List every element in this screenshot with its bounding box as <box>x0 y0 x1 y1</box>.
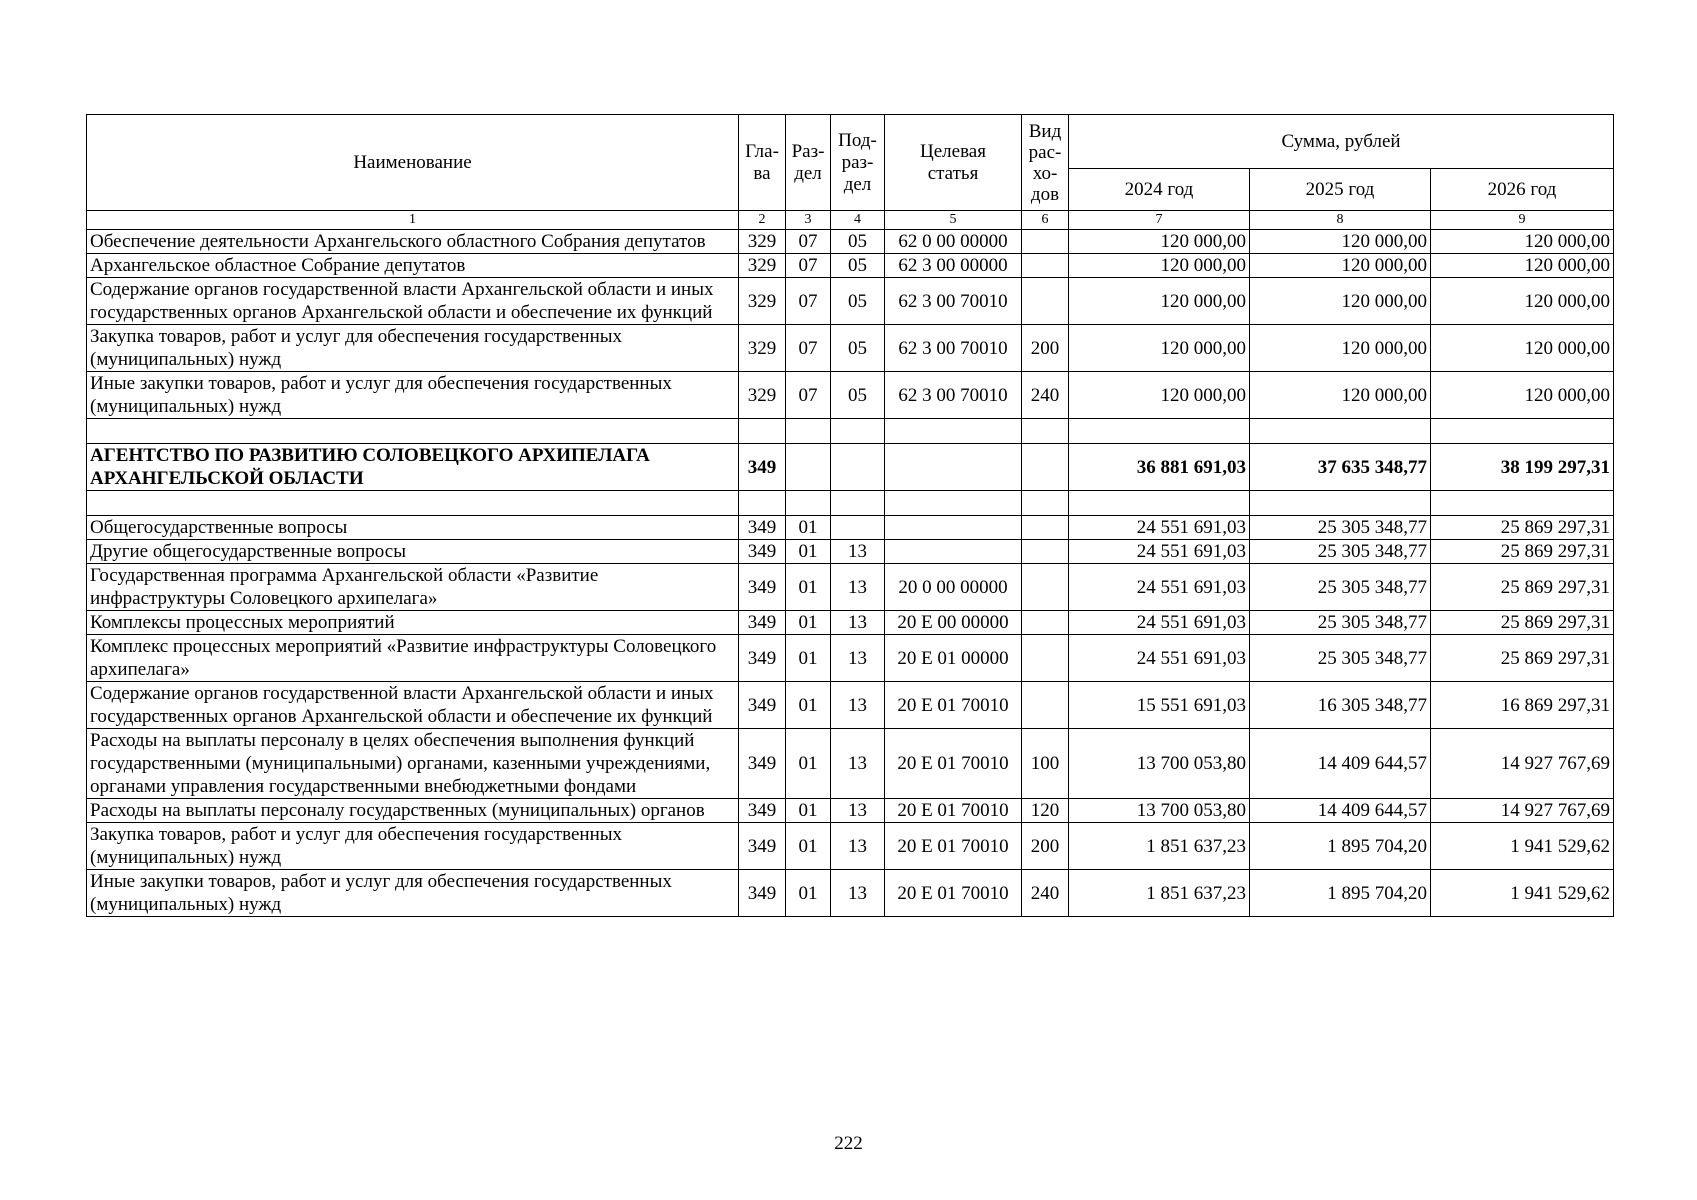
row-glava-cell: 349 <box>739 729 786 799</box>
row-amount-2025-cell: 25 305 348,77 <box>1250 564 1431 611</box>
row-razdel-cell: 01 <box>786 611 831 635</box>
table-row <box>87 230 1614 254</box>
row-vid-rashodov-cell <box>1022 278 1069 325</box>
row-razdel-cell: 01 <box>786 540 831 564</box>
row-amount-2025-cell: 120 000,00 <box>1250 230 1431 254</box>
row-glava-cell: 349 <box>739 799 786 823</box>
row-name-cell: Государственная программа Архангельской области «Развитие инфраструктуры Соловецкого архипелага» <box>87 564 739 611</box>
row-celevaya-statya-cell: 62 0 00 00000 <box>885 230 1022 254</box>
row-podrazdel-cell <box>831 516 885 540</box>
row-celevaya-statya-cell: 20 0 00 00000 <box>885 564 1022 611</box>
row-razdel-cell: 01 <box>786 799 831 823</box>
row-amount-2024-cell: 120 000,00 <box>1069 325 1250 372</box>
row-razdel-cell: 07 <box>786 230 831 254</box>
row-podrazdel-cell: 13 <box>831 799 885 823</box>
row-razdel-cell: 01 <box>786 564 831 611</box>
table-row <box>87 254 1614 278</box>
row-podrazdel-cell: 13 <box>831 564 885 611</box>
row-amount-2026-cell: 120 000,00 <box>1431 254 1614 278</box>
header-glava: Гла- ва <box>739 115 786 211</box>
row-razdel-cell: 07 <box>786 278 831 325</box>
table-row <box>87 540 1614 564</box>
row-celevaya-statya-cell: 20 Е 01 70010 <box>885 870 1022 917</box>
row-celevaya-statya-cell: 20 Е 00 00000 <box>885 611 1022 635</box>
row-name-cell: Другие общегосударственные вопросы <box>87 540 739 564</box>
header-year-2026: 2026 год <box>1431 169 1614 211</box>
row-name-cell: Закупка товаров, работ и услуг для обеспечения государственных (муниципальных) нужд <box>87 823 739 870</box>
row-podrazdel-cell: 13 <box>831 870 885 917</box>
row-amount-2024-cell: 120 000,00 <box>1069 254 1250 278</box>
table-row <box>87 635 1614 682</box>
column-number: 2 <box>739 211 786 230</box>
table-row <box>87 372 1614 419</box>
row-razdel-cell: 07 <box>786 254 831 278</box>
blank-row <box>87 491 1614 516</box>
table-row <box>87 611 1614 635</box>
empty-cell <box>739 419 786 444</box>
row-amount-2024-cell: 13 700 053,80 <box>1069 799 1250 823</box>
empty-cell <box>1069 419 1250 444</box>
page-number: 222 <box>834 1133 863 1154</box>
row-amount-2025-cell: 37 635 348,77 <box>1250 444 1431 491</box>
empty-cell <box>1431 419 1614 444</box>
row-vid-rashodov-cell: 100 <box>1022 729 1069 799</box>
column-numbers-row <box>87 211 1614 230</box>
row-amount-2025-cell: 16 305 348,77 <box>1250 682 1431 729</box>
row-podrazdel-cell: 13 <box>831 729 885 799</box>
header-year-2024: 2024 год <box>1069 169 1250 211</box>
row-glava-cell: 349 <box>739 611 786 635</box>
row-podrazdel-cell: 13 <box>831 823 885 870</box>
header-name: Наименование <box>87 115 739 211</box>
empty-cell <box>885 491 1022 516</box>
table-row <box>87 516 1614 540</box>
row-amount-2025-cell: 14 409 644,57 <box>1250 799 1431 823</box>
empty-cell <box>1250 419 1431 444</box>
column-number: 5 <box>885 211 1022 230</box>
row-glava-cell: 349 <box>739 635 786 682</box>
row-glava-cell: 329 <box>739 325 786 372</box>
row-glava-cell: 349 <box>739 444 786 491</box>
row-amount-2026-cell: 120 000,00 <box>1431 372 1614 419</box>
row-amount-2026-cell: 25 869 297,31 <box>1431 540 1614 564</box>
row-celevaya-statya-cell: 20 Е 01 70010 <box>885 682 1022 729</box>
empty-cell <box>831 491 885 516</box>
row-vid-rashodov-cell: 240 <box>1022 870 1069 917</box>
row-celevaya-statya-cell: 62 3 00 70010 <box>885 325 1022 372</box>
row-name-cell: Общегосударственные вопросы <box>87 516 739 540</box>
row-amount-2026-cell: 16 869 297,31 <box>1431 682 1614 729</box>
row-name-cell: Обеспечение деятельности Архангельского областного Собрания депутатов <box>87 230 739 254</box>
empty-cell <box>786 491 831 516</box>
row-glava-cell: 349 <box>739 823 786 870</box>
row-podrazdel-cell <box>831 444 885 491</box>
row-amount-2026-cell: 25 869 297,31 <box>1431 635 1614 682</box>
row-razdel-cell: 01 <box>786 870 831 917</box>
table-row <box>87 799 1614 823</box>
row-podrazdel-cell: 05 <box>831 372 885 419</box>
row-amount-2025-cell: 120 000,00 <box>1250 325 1431 372</box>
row-amount-2025-cell: 1 895 704,20 <box>1250 823 1431 870</box>
row-name-cell: Закупка товаров, работ и услуг для обеспечения государственных (муниципальных) нужд <box>87 325 739 372</box>
row-celevaya-statya-cell <box>885 444 1022 491</box>
row-amount-2024-cell: 24 551 691,03 <box>1069 635 1250 682</box>
row-razdel-cell: 01 <box>786 682 831 729</box>
row-amount-2026-cell: 38 199 297,31 <box>1431 444 1614 491</box>
row-podrazdel-cell: 13 <box>831 540 885 564</box>
row-razdel-cell: 07 <box>786 372 831 419</box>
empty-cell <box>739 491 786 516</box>
row-name-cell: Содержание органов государственной власти Архангельской области и иных государственных органов Архангельской области и обеспечение их функций <box>87 278 739 325</box>
row-podrazdel-cell: 05 <box>831 278 885 325</box>
blank-row <box>87 419 1614 444</box>
row-vid-rashodov-cell <box>1022 444 1069 491</box>
row-celevaya-statya-cell: 20 Е 01 70010 <box>885 729 1022 799</box>
row-podrazdel-cell: 13 <box>831 635 885 682</box>
row-razdel-cell: 01 <box>786 635 831 682</box>
empty-cell <box>87 491 739 516</box>
row-name-cell: Иные закупки товаров, работ и услуг для обеспечения государственных (муниципальных) нужд <box>87 870 739 917</box>
column-number: 3 <box>786 211 831 230</box>
row-amount-2025-cell: 25 305 348,77 <box>1250 635 1431 682</box>
row-amount-2025-cell: 25 305 348,77 <box>1250 540 1431 564</box>
row-vid-rashodov-cell: 240 <box>1022 372 1069 419</box>
row-name-cell: АГЕНТСТВО ПО РАЗВИТИЮ СОЛОВЕЦКОГО АРХИПЕЛАГА АРХАНГЕЛЬСКОЙ ОБЛАСТИ <box>87 444 739 491</box>
row-amount-2024-cell: 24 551 691,03 <box>1069 540 1250 564</box>
row-amount-2024-cell: 120 000,00 <box>1069 278 1250 325</box>
row-name-cell: Архангельское областное Собрание депутатов <box>87 254 739 278</box>
row-celevaya-statya-cell: 62 3 00 70010 <box>885 278 1022 325</box>
empty-cell <box>831 419 885 444</box>
row-amount-2024-cell: 1 851 637,23 <box>1069 870 1250 917</box>
row-celevaya-statya-cell: 62 3 00 70010 <box>885 372 1022 419</box>
header-summa: Сумма, рублей <box>1069 115 1614 169</box>
row-vid-rashodov-cell: 200 <box>1022 823 1069 870</box>
row-glava-cell: 349 <box>739 540 786 564</box>
row-vid-rashodov-cell <box>1022 682 1069 729</box>
row-amount-2025-cell: 120 000,00 <box>1250 254 1431 278</box>
row-amount-2025-cell: 1 895 704,20 <box>1250 870 1431 917</box>
row-podrazdel-cell: 05 <box>831 254 885 278</box>
row-glava-cell: 349 <box>739 682 786 729</box>
row-razdel-cell: 07 <box>786 325 831 372</box>
column-number: 1 <box>87 211 739 230</box>
row-celevaya-statya-cell: 62 3 00 00000 <box>885 254 1022 278</box>
row-glava-cell: 329 <box>739 278 786 325</box>
header-razdel: Раз- дел <box>786 115 831 211</box>
table-header <box>87 115 1614 230</box>
row-name-cell: Комплекс процессных мероприятий «Развитие инфраструктуры Соловецкого архипелага» <box>87 635 739 682</box>
row-razdel-cell <box>786 444 831 491</box>
row-vid-rashodov-cell <box>1022 564 1069 611</box>
row-glava-cell: 329 <box>739 254 786 278</box>
row-amount-2025-cell: 120 000,00 <box>1250 278 1431 325</box>
empty-cell <box>1022 491 1069 516</box>
header-celevaya-statya: Целевая статья <box>885 115 1022 211</box>
row-glava-cell: 329 <box>739 230 786 254</box>
row-amount-2026-cell: 120 000,00 <box>1431 278 1614 325</box>
row-amount-2026-cell: 120 000,00 <box>1431 325 1614 372</box>
empty-cell <box>1250 491 1431 516</box>
row-celevaya-statya-cell: 20 Е 01 70010 <box>885 799 1022 823</box>
row-amount-2024-cell: 24 551 691,03 <box>1069 564 1250 611</box>
row-podrazdel-cell: 13 <box>831 682 885 729</box>
row-name-cell: Комплексы процессных мероприятий <box>87 611 739 635</box>
row-vid-rashodov-cell <box>1022 611 1069 635</box>
header-year-2025: 2025 год <box>1250 169 1431 211</box>
table-row <box>87 564 1614 611</box>
empty-cell <box>1022 419 1069 444</box>
empty-cell <box>1069 491 1250 516</box>
row-amount-2024-cell: 15 551 691,03 <box>1069 682 1250 729</box>
table-row <box>87 729 1614 799</box>
row-amount-2026-cell: 25 869 297,31 <box>1431 516 1614 540</box>
row-podrazdel-cell: 05 <box>831 230 885 254</box>
row-glava-cell: 329 <box>739 372 786 419</box>
table-body <box>87 230 1614 917</box>
row-razdel-cell: 01 <box>786 823 831 870</box>
row-name-cell: Иные закупки товаров, работ и услуг для обеспечения государственных (муниципальных) нужд <box>87 372 739 419</box>
row-vid-rashodov-cell <box>1022 635 1069 682</box>
row-amount-2026-cell: 1 941 529,62 <box>1431 870 1614 917</box>
column-number: 9 <box>1431 211 1614 230</box>
row-glava-cell: 349 <box>739 564 786 611</box>
row-celevaya-statya-cell: 20 Е 01 00000 <box>885 635 1022 682</box>
row-amount-2025-cell: 25 305 348,77 <box>1250 611 1431 635</box>
row-celevaya-statya-cell <box>885 516 1022 540</box>
table-row <box>87 278 1614 325</box>
table-row <box>87 444 1614 491</box>
row-glava-cell: 349 <box>739 516 786 540</box>
empty-cell <box>1431 491 1614 516</box>
row-amount-2026-cell: 25 869 297,31 <box>1431 564 1614 611</box>
row-amount-2026-cell: 14 927 767,69 <box>1431 729 1614 799</box>
empty-cell <box>87 419 739 444</box>
row-amount-2024-cell: 120 000,00 <box>1069 372 1250 419</box>
row-amount-2026-cell: 1 941 529,62 <box>1431 823 1614 870</box>
row-name-cell: Расходы на выплаты персоналу в целях обеспечения выполнения функций государственными (муниципальными) органами, казенными учреждениями, органами управления государственными внебюджетными фондами <box>87 729 739 799</box>
row-amount-2026-cell: 120 000,00 <box>1431 230 1614 254</box>
row-name-cell: Содержание органов государственной власти Архангельской области и иных государственных органов Архангельской области и обеспечение их функций <box>87 682 739 729</box>
budget-table <box>86 114 1614 917</box>
row-vid-rashodov-cell <box>1022 516 1069 540</box>
row-celevaya-statya-cell: 20 Е 01 70010 <box>885 823 1022 870</box>
table-row <box>87 823 1614 870</box>
row-amount-2025-cell: 14 409 644,57 <box>1250 729 1431 799</box>
table-row <box>87 870 1614 917</box>
row-amount-2026-cell: 14 927 767,69 <box>1431 799 1614 823</box>
row-razdel-cell: 01 <box>786 516 831 540</box>
row-amount-2024-cell: 24 551 691,03 <box>1069 516 1250 540</box>
row-vid-rashodov-cell <box>1022 230 1069 254</box>
row-amount-2024-cell: 120 000,00 <box>1069 230 1250 254</box>
table-row <box>87 325 1614 372</box>
row-amount-2024-cell: 24 551 691,03 <box>1069 611 1250 635</box>
column-number: 8 <box>1250 211 1431 230</box>
empty-cell <box>885 419 1022 444</box>
row-vid-rashodov-cell: 120 <box>1022 799 1069 823</box>
row-amount-2024-cell: 13 700 053,80 <box>1069 729 1250 799</box>
row-name-cell: Расходы на выплаты персоналу государственных (муниципальных) органов <box>87 799 739 823</box>
row-amount-2026-cell: 25 869 297,31 <box>1431 611 1614 635</box>
row-vid-rashodov-cell <box>1022 254 1069 278</box>
header-vid-rashodov: Вид рас- хо- дов <box>1022 115 1069 211</box>
row-celevaya-statya-cell <box>885 540 1022 564</box>
row-podrazdel-cell: 13 <box>831 611 885 635</box>
header-podrazdel: Под- раз- дел <box>831 115 885 211</box>
row-vid-rashodov-cell: 200 <box>1022 325 1069 372</box>
column-number: 7 <box>1069 211 1250 230</box>
row-amount-2024-cell: 1 851 637,23 <box>1069 823 1250 870</box>
row-amount-2025-cell: 120 000,00 <box>1250 372 1431 419</box>
column-number: 4 <box>831 211 885 230</box>
row-vid-rashodov-cell <box>1022 540 1069 564</box>
row-podrazdel-cell: 05 <box>831 325 885 372</box>
table-row <box>87 682 1614 729</box>
row-razdel-cell: 01 <box>786 729 831 799</box>
row-amount-2024-cell: 36 881 691,03 <box>1069 444 1250 491</box>
row-glava-cell: 349 <box>739 870 786 917</box>
row-amount-2025-cell: 25 305 348,77 <box>1250 516 1431 540</box>
empty-cell <box>786 419 831 444</box>
column-number: 6 <box>1022 211 1069 230</box>
